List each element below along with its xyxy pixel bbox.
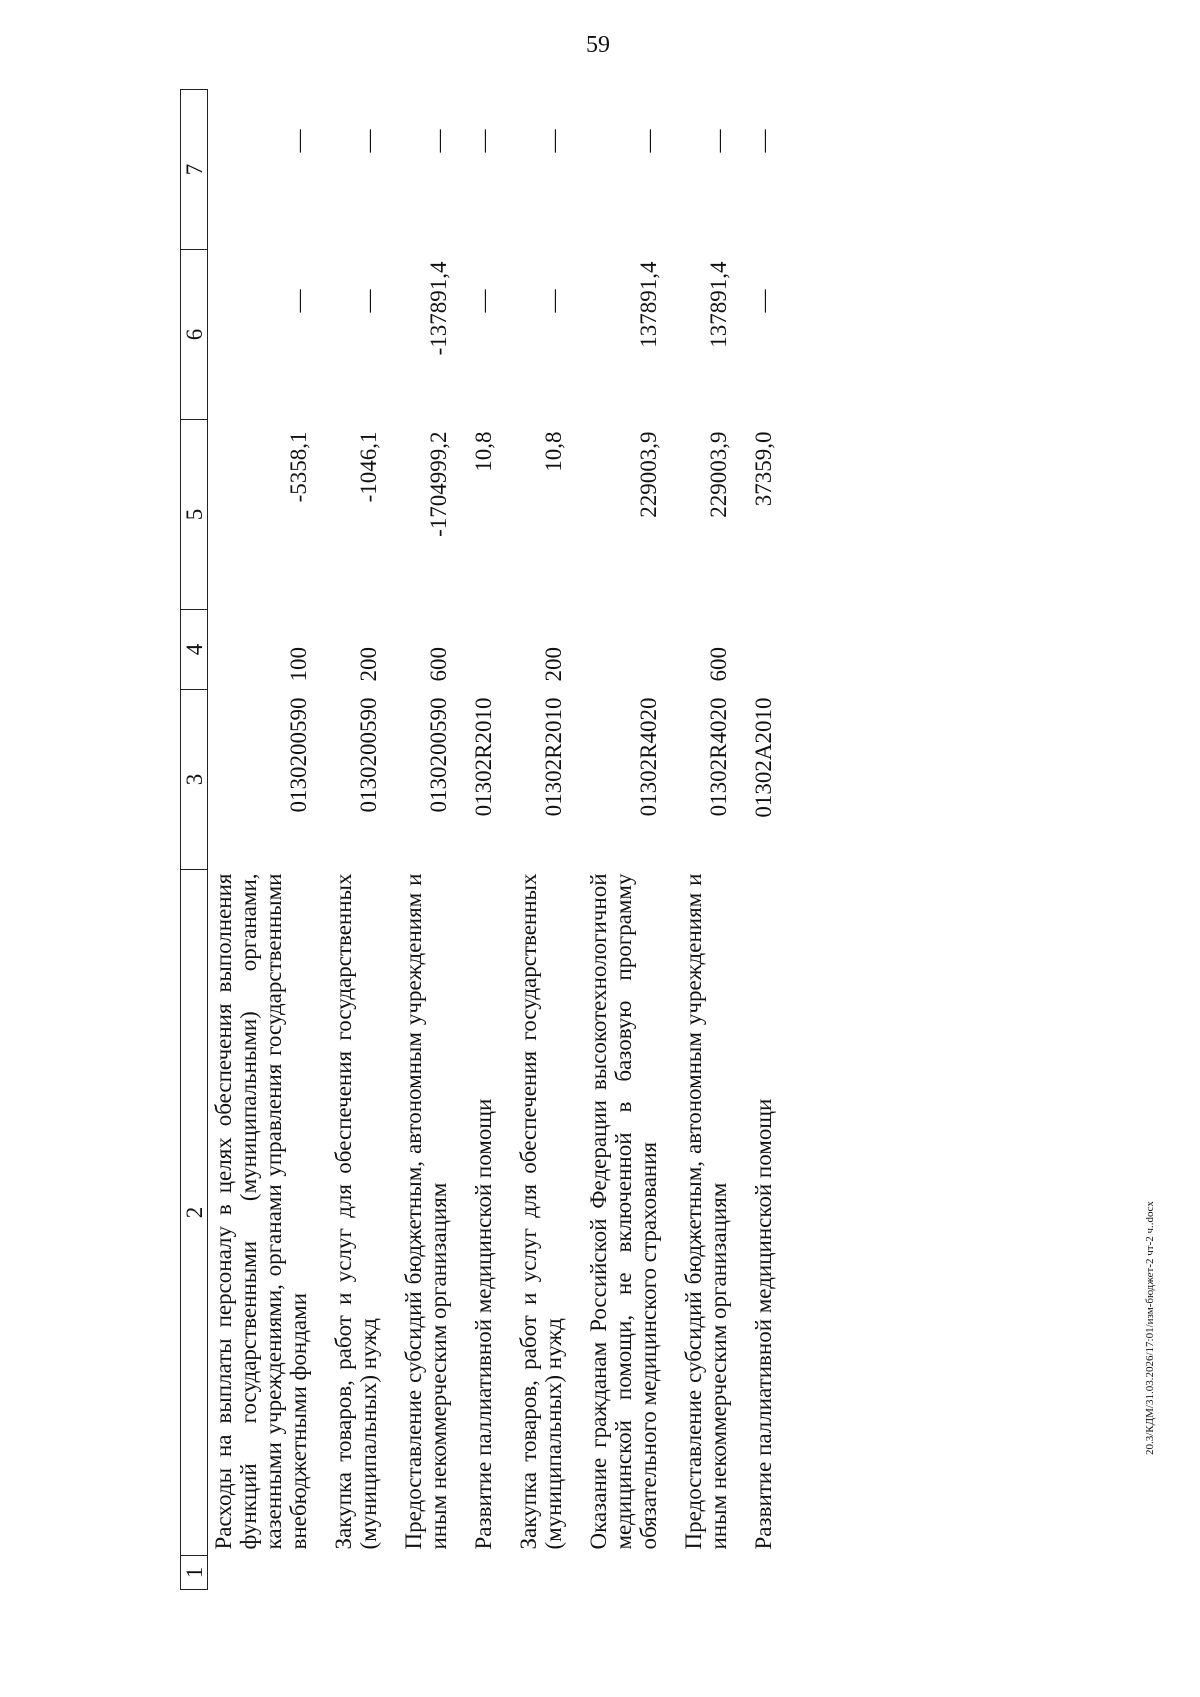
expense-type (451, 610, 496, 690)
expense-name: Закупка товаров, работ и услуг для обеспечения государственных (муниципальных) нужд (331, 873, 381, 1550)
cell-col-1 (731, 1556, 776, 1590)
file-footer-text: 20.3/КДМ/31.03.2026/17:01/изм-бюджет-2 чт-2 ч..docx (1144, 1201, 1156, 1455)
cell-col-1 (311, 1556, 381, 1590)
expense-name: Развитие паллиативной медицинской помощи (471, 1098, 496, 1550)
expense-name: Оказание гражданам Российской Федерации высокотехнологичной медицинской помощи, не включенной в базовую программу обязательного медицинского страхования (586, 873, 661, 1550)
target-code: 01302R4020 (706, 697, 731, 817)
table-row (381, 90, 451, 1590)
file-footer (1140, 95, 1164, 1455)
cell-col-1 (566, 1556, 661, 1590)
amount-col-5: 37359,0 (751, 431, 776, 507)
amount-col-7: — (471, 129, 496, 153)
amount-col-6: — (356, 289, 381, 313)
cell-col-1 (381, 1556, 451, 1590)
table-row (731, 90, 776, 1590)
amount-col-6: 137891,4 (706, 261, 731, 348)
page-number: 59 (586, 32, 610, 58)
target-code: 01302R4020 (636, 697, 661, 817)
header-col-3: 3 (181, 690, 208, 870)
header-row (181, 90, 208, 1590)
table-row (566, 90, 661, 1590)
amount-col-5: -1046,1 (356, 431, 381, 503)
expense-type (566, 610, 661, 690)
amount-col-5: -5358,1 (286, 431, 311, 503)
cell-col-1 (661, 1556, 731, 1590)
expense-type: 100 (286, 647, 311, 682)
table-row (451, 90, 496, 1590)
expense-type: 600 (706, 647, 731, 682)
expense-name: Предоставление субсидий бюджетным, автономным учреждениям и иным некоммерческим организациям (401, 873, 451, 1550)
expense-name: Закупка товаров, работ и услуг для обеспечения государственных (муниципальных) нужд (516, 873, 566, 1550)
expense-type: 600 (426, 647, 451, 682)
expense-name: Предоставление субсидий бюджетным, автономным учреждениям и иным некоммерческим организациям (681, 873, 731, 1550)
expense-type: 200 (541, 647, 566, 682)
expense-name: Развитие паллиативной медицинской помощи (751, 1098, 776, 1550)
header-col-6: 6 (181, 250, 208, 420)
amount-col-6: — (471, 289, 496, 313)
amount-col-5: 229003,9 (636, 431, 661, 518)
table-row (496, 90, 566, 1590)
amount-col-5: 229003,9 (706, 431, 731, 518)
expense-type (731, 610, 776, 690)
amount-col-6: -137891,4 (426, 261, 451, 356)
header-col-7: 7 (181, 90, 208, 250)
cell-col-1 (208, 1556, 312, 1590)
budget-table (180, 89, 776, 1590)
amount-col-5: -1704999,2 (426, 431, 451, 537)
target-code: 0130200590 (356, 697, 381, 813)
target-code: 01302R2010 (541, 697, 566, 817)
target-code: 01302A2010 (751, 697, 776, 818)
table-row (311, 90, 381, 1590)
amount-col-6: — (751, 289, 776, 313)
amount-col-7: — (706, 129, 731, 153)
cell-col-1 (451, 1556, 496, 1590)
amount-col-6: — (286, 289, 311, 313)
amount-col-5: 10,8 (471, 431, 496, 472)
table-row (208, 90, 312, 1590)
amount-col-7: — (751, 129, 776, 153)
amount-col-7: — (636, 129, 661, 153)
table-row (661, 90, 731, 1590)
amount-col-5: 10,8 (541, 431, 566, 472)
rotated-table-wrapper (180, 90, 1085, 1590)
expense-name: Расходы на выплаты персоналу в целях обеспечения выполнения функций государственными (муниципальными) органами, казенными учреждениями, органами управления государственными внебюджетными фондами (211, 873, 311, 1550)
target-code: 0130200590 (286, 697, 311, 813)
table-container (180, 90, 1085, 1590)
header-col-1: 1 (181, 1556, 208, 1590)
cell-col-1 (496, 1556, 566, 1590)
header-col-4: 4 (181, 610, 208, 690)
target-code: 01302R2010 (471, 697, 496, 817)
target-code: 0130200590 (426, 697, 451, 813)
amount-col-7: — (426, 129, 451, 153)
amount-col-7: — (286, 129, 311, 153)
header-col-5: 5 (181, 420, 208, 610)
amount-col-6: — (541, 289, 566, 313)
expense-type: 200 (356, 647, 381, 682)
amount-col-7: — (541, 129, 566, 153)
header-col-2: 2 (181, 870, 208, 1556)
amount-col-7: — (356, 129, 381, 153)
amount-col-6: 137891,4 (636, 261, 661, 348)
